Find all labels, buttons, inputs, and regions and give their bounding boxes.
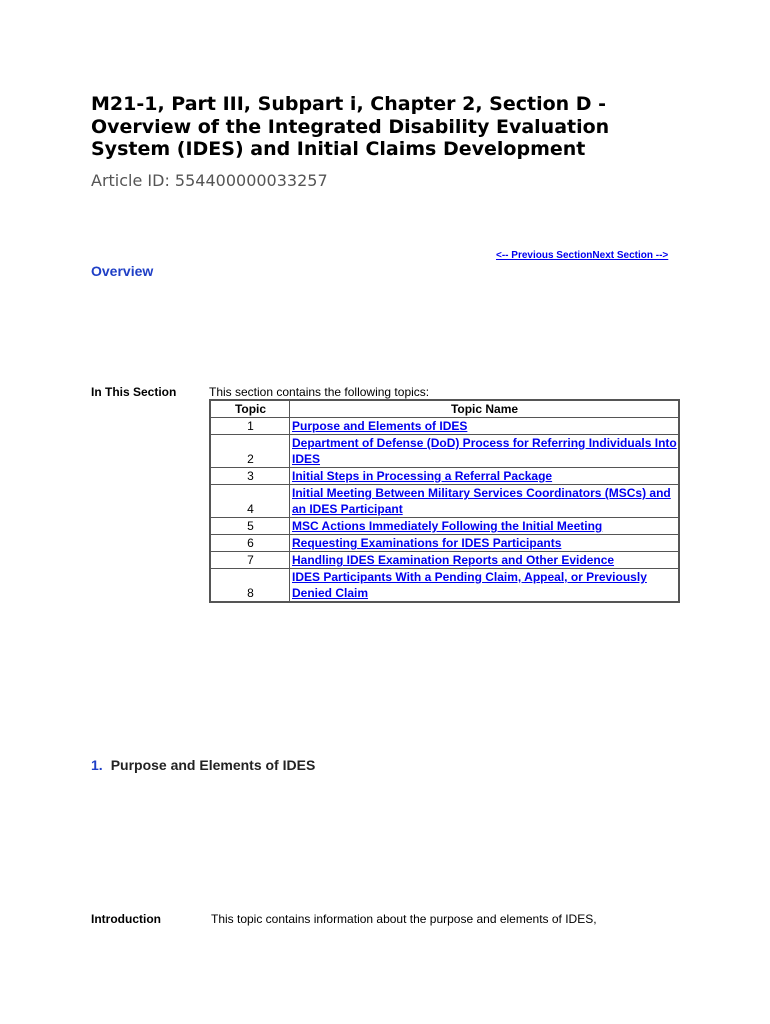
topic-1-heading [91, 757, 315, 774]
topic-number: 2 [210, 435, 290, 468]
topic-link-pending-claim[interactable]: IDES Participants With a Pending Claim, Appeal, or Previously Denied Claim [292, 570, 647, 600]
introduction-text: This topic contains information about the purpose and elements of IDES, [211, 912, 597, 926]
topic-number: 8 [210, 569, 290, 603]
topic-link-initial-steps[interactable]: Initial Steps in Processing a Referral Package [292, 469, 553, 483]
topic-link-handling-reports[interactable]: Handling IDES Examination Reports and Other Evidence [292, 553, 615, 567]
next-section-link[interactable]: Next Section --> [592, 250, 669, 261]
topic-name-cell [290, 552, 680, 569]
in-this-section-label: In This Section [91, 385, 177, 399]
topic-name-header: Topic Name [290, 400, 680, 418]
topic-number: 3 [210, 468, 290, 485]
topic-link-requesting-examinations[interactable]: Requesting Examinations for IDES Participants [292, 536, 562, 550]
previous-section-link[interactable]: <-- Previous Section [496, 250, 593, 261]
table-row [210, 418, 679, 435]
table-row [210, 518, 679, 535]
section-topics-intro: This section contains the following topics: [209, 385, 430, 399]
topic-name-cell [290, 518, 680, 535]
document-title: M21-1, Part III, Subpart i, Chapter 2, Section D - Overview of the Integrated Disability Evaluation System (IDES) and Initial Claims Development [91, 93, 610, 160]
topic-1-title: Purpose and Elements of IDES [110, 757, 316, 773]
table-row [210, 485, 679, 518]
topic-number: 6 [210, 535, 290, 552]
topic-name-cell [290, 418, 680, 435]
topic-name-cell [290, 485, 680, 518]
topic-number: 5 [210, 518, 290, 535]
topic-name-cell [290, 535, 680, 552]
topic-number-header: Topic [210, 400, 290, 418]
section-navigation [496, 250, 668, 262]
topic-link-msc-actions[interactable]: MSC Actions Immediately Following the Initial Meeting [292, 519, 603, 533]
topic-link-initial-meeting[interactable]: Initial Meeting Between Military Services Coordinators (MSCs) and an IDES Participant [292, 486, 671, 516]
table-row [210, 435, 679, 468]
topics-table [209, 399, 680, 603]
topic-1-number: 1. [91, 757, 103, 773]
table-row [210, 569, 679, 603]
topic-number: 4 [210, 485, 290, 518]
table-row [210, 552, 679, 569]
topics-table-header-row [210, 400, 679, 418]
topic-number: 7 [210, 552, 290, 569]
topic-name-cell [290, 569, 680, 603]
topic-name-cell [290, 468, 680, 485]
overview-heading: Overview [91, 263, 154, 279]
table-row [210, 468, 679, 485]
topic-name-cell [290, 435, 680, 468]
article-id: Article ID: 554400000033257 [91, 171, 328, 190]
topic-link-purpose-and-elements[interactable]: Purpose and Elements of IDES [292, 419, 468, 433]
introduction-label: Introduction [91, 912, 161, 926]
topic-link-dod-process[interactable]: Department of Defense (DoD) Process for Referring Individuals Into IDES [292, 436, 677, 466]
topic-number: 1 [210, 418, 290, 435]
table-row [210, 535, 679, 552]
